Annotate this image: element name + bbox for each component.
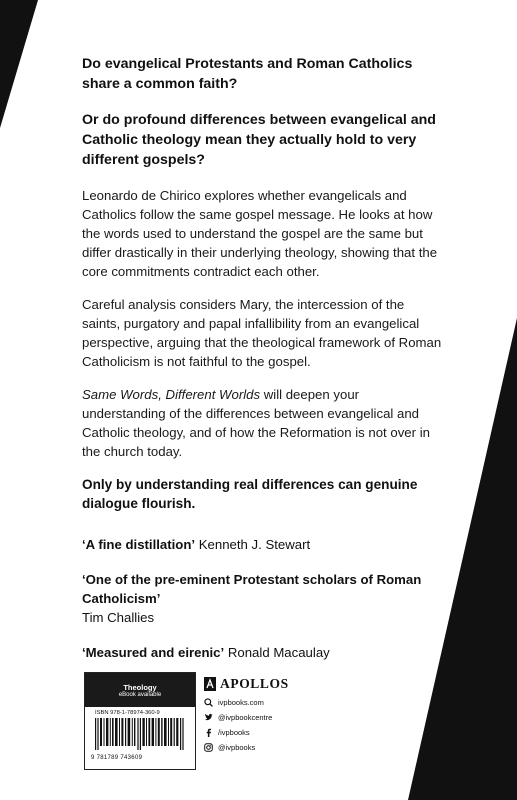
barcode-panel bbox=[84, 672, 196, 770]
publisher-block bbox=[204, 676, 324, 752]
endorsement-author: Kenneth J. Stewart bbox=[198, 537, 311, 552]
description-paragraph-2: Careful analysis considers Mary, the intercession of the saints, purgatory and papal infallibility from an evangelical perspective, arguing that the theological framework of Roman Catholicism is not faithful to the gospel. bbox=[82, 297, 442, 369]
publisher-logo bbox=[204, 676, 324, 692]
closing-statement: Only by understanding real differences can genuine dialogue flourish. bbox=[82, 477, 418, 511]
endorsement-3 bbox=[82, 643, 442, 662]
twitter-icon bbox=[204, 713, 213, 722]
category-label: Theology eBook available bbox=[85, 673, 195, 707]
headline-question-2: Or do profound differences between evangelical and Catholic theology mean they actually hold to very different gospels? bbox=[82, 112, 436, 168]
book-title: Same Words, Different Worlds bbox=[82, 387, 261, 402]
back-cover-text bbox=[82, 54, 442, 678]
instagram-handle: @ivpbooks bbox=[204, 743, 324, 752]
isbn-text: ISBN 978-1-78974-360-9 bbox=[95, 710, 160, 716]
endorsement-1 bbox=[82, 535, 442, 554]
endorsement-author: Ronald Macaulay bbox=[227, 645, 330, 660]
publisher-name: APOLLOS bbox=[220, 676, 289, 691]
endorsement-author: Tim Challies bbox=[82, 610, 155, 625]
facebook-icon bbox=[204, 728, 213, 737]
endorsement-2 bbox=[82, 570, 442, 627]
description-paragraph-1: Leonardo de Chirico explores whether evangelicals and Catholics follow the same gospel message. He looks at how the words used to understand the gospel are the same but differ drastically in their underlying theology, showing that the core commitments contradict each other. bbox=[82, 188, 438, 279]
barcode bbox=[95, 718, 185, 750]
apollos-logo-icon bbox=[204, 677, 216, 691]
headline-question-1: Do evangelical Protestants and Roman Catholics share a common faith? bbox=[82, 56, 413, 92]
facebook-handle: /ivpbooks bbox=[204, 728, 324, 737]
search-icon bbox=[204, 698, 213, 707]
endorsement-quote: ‘One of the pre-eminent Protestant scholars of Roman Catholicism’ bbox=[82, 572, 422, 606]
barcode-number: 9 781789 743609 bbox=[91, 755, 143, 761]
website-link: ivpbooks.com bbox=[204, 698, 324, 707]
twitter-handle: @ivpbookcentre bbox=[204, 713, 324, 722]
endorsement-quote: ‘Measured and eirenic’ bbox=[82, 645, 225, 660]
endorsement-quote: ‘A fine distillation’ bbox=[82, 537, 196, 552]
instagram-icon bbox=[204, 743, 213, 752]
description-paragraph-3: Same Words, Different Worlds will deepen your understanding of the differences between evangelical and Catholic theology, and of how the Reformation is not over in the church today. bbox=[82, 387, 430, 459]
